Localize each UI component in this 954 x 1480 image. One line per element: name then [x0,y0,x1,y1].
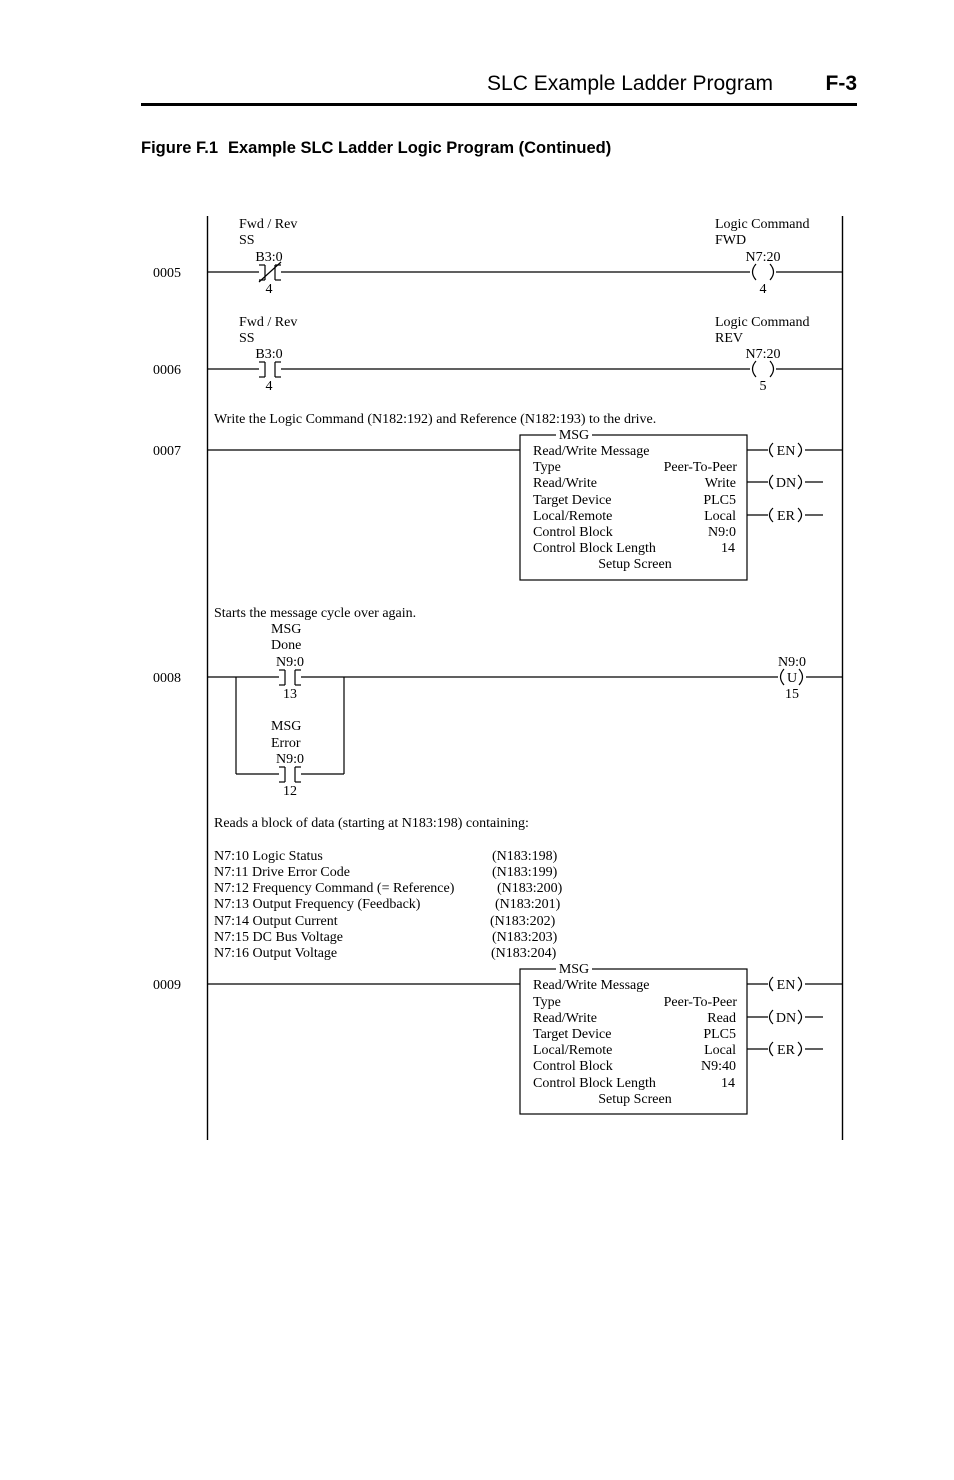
rung-number: 0008 [153,671,181,686]
contact-description: MSG [271,622,302,637]
msg-error-contact [279,767,301,782]
er-bit-label: ER [777,509,795,524]
contact-address: B3:0 [255,347,283,362]
normally-closed-contact [259,262,281,282]
figure-title: Example SLC Ladder Logic Program (Continued) [228,139,612,157]
contact-bit: 12 [283,784,297,799]
coil-address: N7:20 [745,347,781,362]
er-bit-label: ER [777,1043,795,1058]
msg-param-value: N9:40 [701,1059,736,1074]
data-list [214,849,563,961]
contact-description: Done [271,638,302,653]
data-list-source: (N183:200) [497,881,563,896]
msg-param-label: Read/Write [533,476,597,491]
coil-description: FWD [715,233,747,248]
rung-number: 0005 [153,266,181,281]
en-bit-label: EN [776,444,796,459]
contact-description: Error [271,736,301,751]
msg-param-label: Type [533,995,561,1010]
coil-bit: 4 [759,282,767,297]
msg-param-label: Control Block [533,1059,613,1074]
msg-title: Read/Write Message [533,978,650,993]
rung-number: 0007 [153,444,181,459]
msg-instruction-name: MSG [558,962,590,977]
msg-param-value: Write [704,476,736,491]
coil-address: N7:20 [745,250,781,265]
msg-param-value: PLC5 [703,493,736,508]
data-list-label: N7:13 Output Frequency (Feedback) [214,897,421,912]
msg-param-label: Read/Write [533,1011,597,1026]
msg-setup-screen: Setup Screen [598,1092,672,1107]
rung-0007 [207,435,843,580]
msg-param-value: PLC5 [703,1027,736,1042]
data-list-label: N7:12 Frequency Command (= Reference) [214,881,455,896]
msg-param-label: Control Block Length [533,1076,656,1091]
dn-bit-label: DN [775,1011,797,1026]
rung-comment: Reads a block of data (starting at N183:198) containing: [214,816,529,831]
contact-description: Fwd / Rev [239,315,298,330]
msg-param-label: Target Device [533,493,612,508]
data-list-label: N7:10 Logic Status [214,849,323,864]
contact-description: MSG [271,719,302,734]
msg-param-label: Target Device [533,1027,612,1042]
en-bit-label: EN [776,978,796,993]
data-list-label: N7:14 Output Current [214,914,338,929]
msg-setup-screen: Setup Screen [598,557,672,572]
contact-address: N9:0 [276,752,304,767]
msg-param-value: Read [707,1011,736,1026]
rung-0009 [207,969,843,1114]
data-list-source: (N183:203) [492,930,558,945]
msg-instruction-name: MSG [558,428,590,443]
msg-param-label: Local/Remote [533,509,613,524]
dn-bit-label: DN [775,476,797,491]
header-rule [141,103,857,106]
figure-number: Figure F.1 [141,139,219,157]
rung-comment: Write the Logic Command (N182:192) and Reference (N182:193) to the drive. [214,412,657,427]
rung-0006 [207,361,843,377]
data-list-source: (N183:204) [491,946,557,961]
contact-bit: 4 [265,282,273,297]
coil-description: Logic Command [715,315,810,330]
contact-description: Fwd / Rev [239,217,298,232]
contact-address: N9:0 [276,655,304,670]
msg-param-value: Local [704,509,736,524]
rung-comment: Starts the message cycle over again. [214,606,417,621]
coil-bit: 5 [759,379,767,394]
contact-description: SS [239,331,255,346]
output-coil [753,264,774,280]
msg-param-value: Peer-To-Peer [663,995,737,1010]
data-list-source: (N183:201) [495,897,561,912]
rung-number: 0009 [153,978,181,993]
msg-param-value: Local [704,1043,736,1058]
contact-address: B3:0 [255,250,283,265]
data-list-source: (N183:198) [492,849,558,864]
data-list-label: N7:16 Output Voltage [214,946,338,961]
page-number: F-3 [825,72,857,95]
msg-param-value: 14 [721,1076,735,1091]
msg-done-contact [279,670,301,685]
contact-bit: 4 [265,379,273,394]
msg-param-value: Peer-To-Peer [663,460,737,475]
msg-param-label: Control Block Length [533,541,656,556]
msg-param-label: Control Block [533,525,613,540]
rung-0005 [207,262,843,282]
coil-address: N9:0 [778,655,806,670]
coil-description: REV [715,331,743,346]
data-list-label: N7:15 DC Bus Voltage [214,930,343,945]
data-list-source: (N183:199) [492,865,558,880]
msg-title: Read/Write Message [533,444,650,459]
contact-bit: 13 [283,687,297,702]
contact-description: SS [239,233,255,248]
data-list-label: N7:11 Drive Error Code [214,865,350,880]
data-list-source: (N183:202) [490,914,556,929]
coil-type-letter: U [786,671,798,686]
rung-number: 0006 [153,363,181,378]
msg-param-value: N9:0 [708,525,736,540]
normally-open-contact [259,362,281,377]
msg-param-label: Local/Remote [533,1043,613,1058]
msg-param-label: Type [533,460,561,475]
output-coil [753,361,774,377]
msg-param-value: 14 [721,541,735,556]
coil-description: Logic Command [715,217,810,232]
running-header-title: SLC Example Ladder Program [487,72,773,95]
coil-bit: 15 [785,687,799,702]
